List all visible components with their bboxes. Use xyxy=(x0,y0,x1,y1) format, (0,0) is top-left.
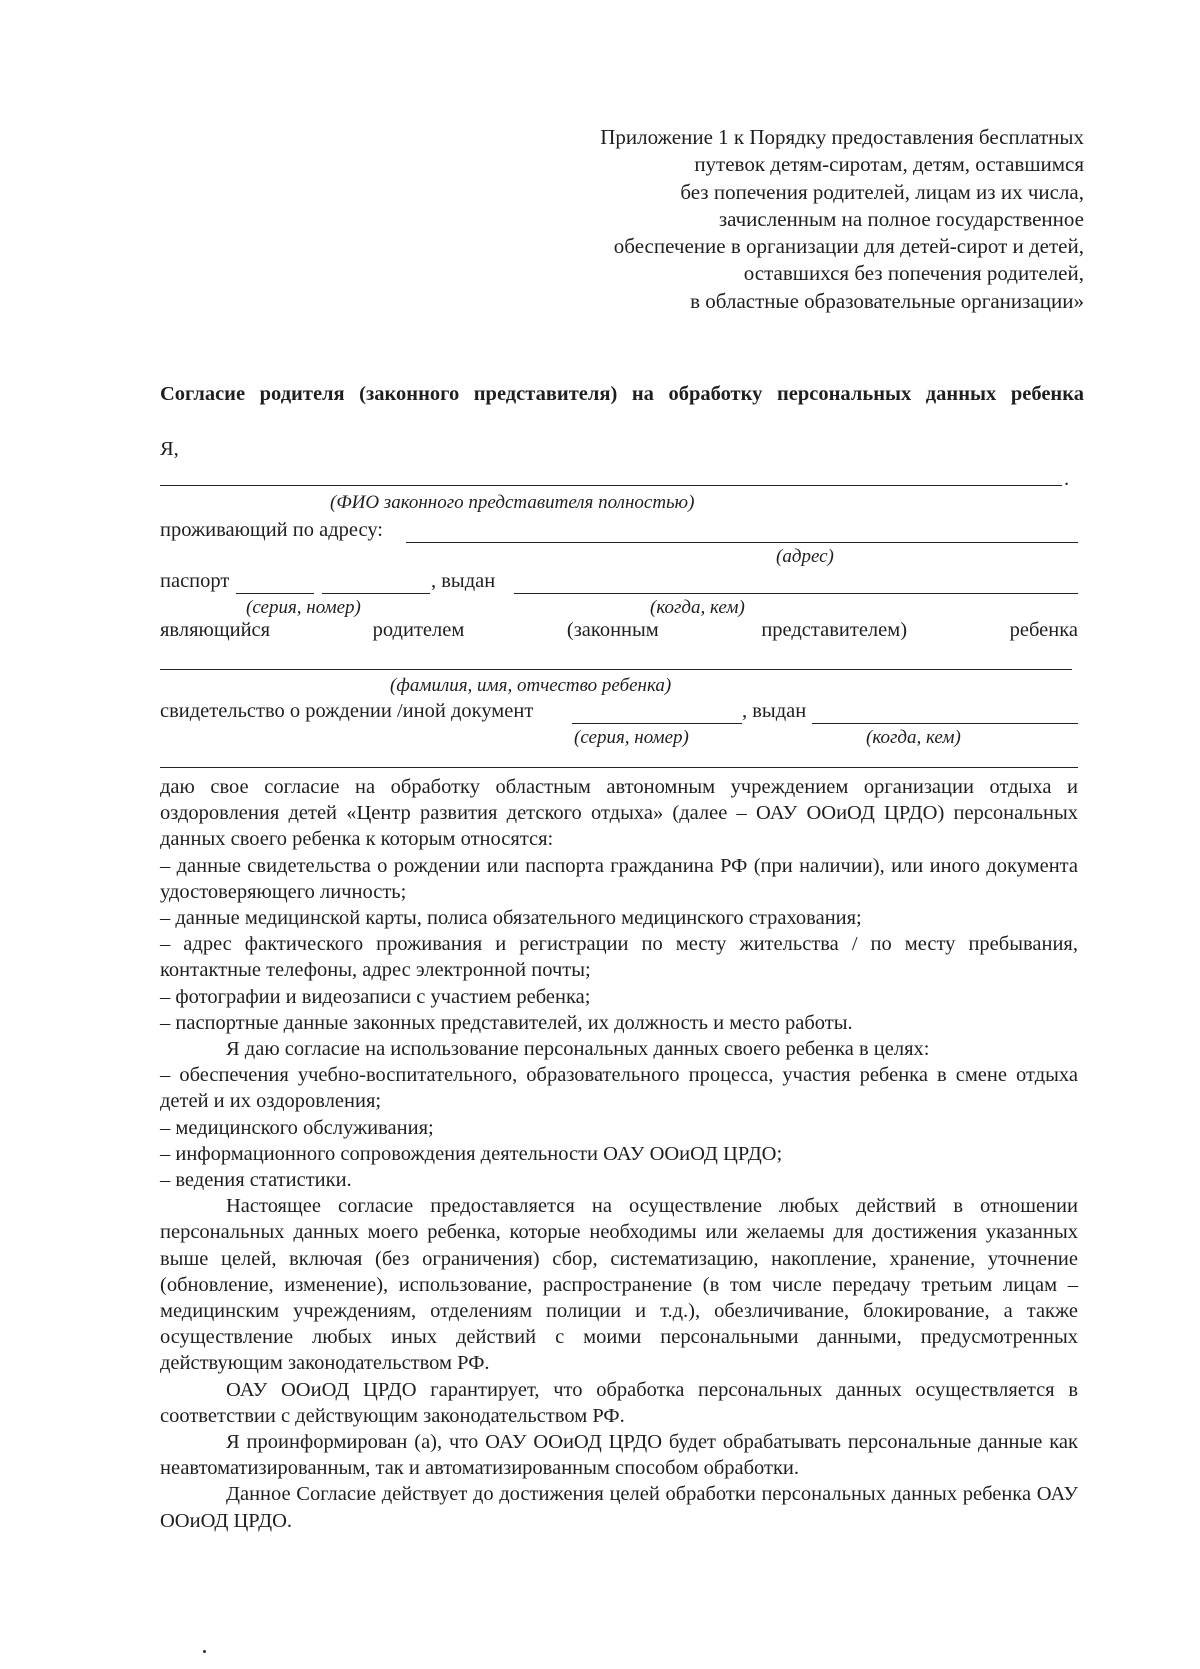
passport-number-line[interactable] xyxy=(322,593,430,594)
body-list-item: – ведения статистики. xyxy=(160,1169,352,1192)
body-list-item: – информационного сопровождения деятельности ОАУ ООиОД ЦРДО; xyxy=(160,1142,783,1165)
body-paragraph: Данное Согласие действует до достижения целей обработки персональных данных ребенка ОАУ ООиОД ЦРДО. xyxy=(160,1483,1078,1532)
body-list-item: – паспортные данные законных представителей, их должность и место работы. xyxy=(160,1011,853,1034)
hint-certificate-series: (серия, номер) xyxy=(574,727,689,748)
role-word: представителем) xyxy=(761,619,908,641)
certificate-number-line[interactable] xyxy=(572,723,742,724)
body-paragraph: ОАУ ООиОД ЦРДО гарантирует, что обработка персональных данных осуществляется в соответствии с действующим законодательством РФ. xyxy=(160,1378,1078,1427)
appendix-line: обеспечение в организации для детей-сирот и детей, xyxy=(613,234,1084,259)
body-list-item: – данные свидетельства о рождении или паспорта гражданина РФ (при наличии), или иного документа удостоверяющего личность; xyxy=(160,854,1078,903)
body-list-item: – фотографии и видеозаписи с участием ребенка; xyxy=(160,985,591,1008)
body-list-item: – обеспечения учебно-воспитательного, образовательного процесса, участия ребенка в смене отдыха детей и их оздоровления; xyxy=(160,1064,1078,1113)
certificate-label: свидетельство о рождении /иной документ xyxy=(160,700,534,722)
child-name-line[interactable] xyxy=(160,669,1072,670)
appendix-header xyxy=(600,124,1084,315)
role-row xyxy=(160,619,1078,642)
hint-certificate-when: (когда, кем) xyxy=(866,727,961,748)
hint-passport-when: (когда, кем) xyxy=(650,597,745,618)
passport-issued-label: , выдан xyxy=(431,570,496,592)
certificate-issued-label: , выдан xyxy=(742,700,807,722)
appendix-line: без попечения родителей, лицам из их числа, xyxy=(680,179,1084,204)
body-paragraph: Я проинформирован (а), что ОАУ ООиОД ЦРДО будет обрабатывать персональные данные как неавтоматизированным, так и автоматизированным способом обработки. xyxy=(160,1431,1078,1480)
address-line[interactable] xyxy=(406,542,1078,543)
body-list-item: – медицинского обслуживания; xyxy=(160,1116,434,1139)
role-word: ребенка xyxy=(1009,619,1078,641)
hint-address: (адрес) xyxy=(776,546,834,567)
hint-child-fio: (фамилия, имя, отчество ребенка) xyxy=(390,675,672,696)
passport-series-line[interactable] xyxy=(236,593,314,594)
body-list-item: – данные медицинской карты, полиса обязательного медицинского страхования; xyxy=(160,907,862,930)
appendix-line: оставшихся без попечения родителей, xyxy=(743,261,1084,286)
appendix-line: зачисленным на полное государственное xyxy=(718,206,1084,231)
appendix-line: путевок детям-сиротам, детям, оставшимся xyxy=(694,152,1084,177)
body-paragraph: Настоящее согласие предоставляется на осуществление любых действий в отношении персональных данных моего ребенка, которые необходимы или желаемы для достижения указанных выше целей, включая (без ограничения) сбор, систематизацию, накопление, хранение, уточнение (обновление, изменение), использование, распространение (в том числе передачу третьим лицам – медицинским учреждениям, отделениям полиции и т.д.), обезличивание, блокирование, а также осуществление любых иных действий с моими персональными данными, предусмотренных действующим законодательством РФ. xyxy=(160,1195,1078,1375)
hint-parent-fio: (ФИО законного представителя полностью) xyxy=(330,492,695,513)
passport-label: паспорт xyxy=(160,570,230,592)
hint-passport-series: (серия, номер) xyxy=(246,597,361,618)
appendix-line: Приложение 1 к Порядку предоставления бесплатных xyxy=(600,125,1084,149)
role-word: родителем xyxy=(372,619,465,641)
consent-body xyxy=(160,774,1078,1534)
document-title: Согласие родителя (законного представителя) на обработку персональных данных ребенка xyxy=(160,383,1084,405)
ya-label: Я, xyxy=(160,438,179,460)
role-word: (законным xyxy=(566,619,659,641)
body-list-item: – адрес фактического проживания и регистрации по месту жительства / по месту пребывания, контактные телефоны, адрес электронной почты; xyxy=(160,933,1078,982)
passport-issued-line[interactable] xyxy=(514,593,1078,594)
appendix-line: в областные образовательные организации» xyxy=(690,288,1084,313)
role-word: являющийся xyxy=(160,619,271,641)
body-paragraph: Я даю согласие на использование персональных данных своего ребенка в целях: xyxy=(226,1038,930,1061)
certificate-issued-line[interactable] xyxy=(812,723,1078,724)
end-dot: . xyxy=(1064,468,1070,490)
scan-speck xyxy=(203,1650,206,1653)
body-paragraph: даю свое согласие на обработку областным автономным учреждением организации отдыха и оздоровления детей «Центр развития детского отдыха» (далее – ОАУ ООиОД ЦРДО) персональных данных своего ребенка к которым относятся: xyxy=(160,776,1078,851)
parent-name-line[interactable] xyxy=(160,485,1062,486)
address-label: проживающий по адресу: xyxy=(160,519,384,541)
certificate-extra-line[interactable] xyxy=(160,767,1078,768)
